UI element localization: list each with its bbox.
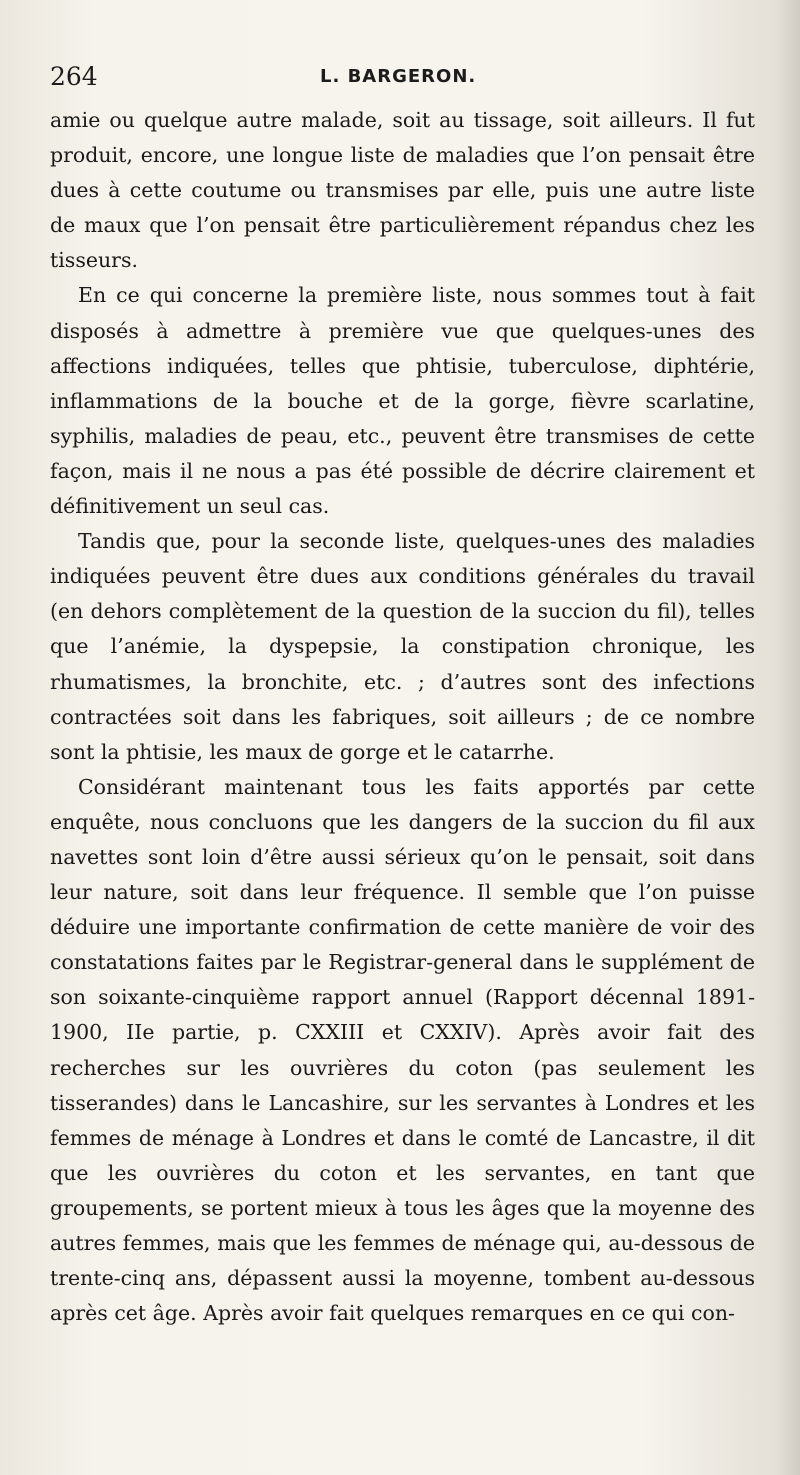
- paragraph-2: En ce qui concerne la première liste, nous sommes tout à fait disposés à admettre à première vue que quelques-unes des affections indiquées, telles que phtisie, tuberculose, diphtérie, inflammations de la bouche et de la gorge, fièvre scarlatine, syphilis, maladies de peau, etc., peuvent être transmises de cette façon, mais il ne nous a pas été possible de décrire clairement et définitivement un seul cas.: [50, 283, 755, 519]
- paragraph-1: amie ou quelque autre malade, soit au tissage, soit ailleurs. Il fut produit, encore, une longue liste de maladies que l’on pensait être dues à cette coutume ou transmises par elle, puis une autre liste de maux que l’on pensait être particulièrement répandus chez les tisseurs.: [50, 108, 755, 273]
- page-header: [50, 62, 750, 102]
- paragraph-4: Considérant maintenant tous les faits apportés par cette enquête, nous concluons que les dangers de la succion du fil aux navettes sont loin d’être aussi sérieux qu’on le pensait, soit dans leur nature, soit dans leur fréquence. Il semble que l’on puisse déduire une importante confirmation de cette manière de voir des constatations faites par le Registrar-general dans le supplément de son soixante-cinquième rapport annuel (Rapport décennal 1891-1900, IIe partie, p. CXXIII et CXXIV). Après avoir fait des recherches sur les ouvrières du coton (pas seulement les tisserandes) dans le Lancashire, sur les servantes à Londres et les femmes de ménage à Londres et dans le comté de Lancastre, il dit que les ouvrières du coton et les servantes, en tant que groupements, se portent mieux à tous les âges que la moyenne des autres femmes, mais que les femmes de ménage qui, au-dessous de trente-cinq ans, dépassent aussi la moyenne, tombent au-dessous après cet âge. Après avoir fait quelques remarques en ce qui con-: [50, 774, 755, 1326]
- paragraph-3: Tandis que, pour la seconde liste, quelques-unes des maladies indiquées peuvent être dues aux conditions générales du travail (en dehors complètement de la question de la succion du fil), telles que l’anémie, la dyspepsie, la constipation chronique, les rhumatismes, la bronchite, etc. ; d’autres sont des infections contractées soit dans les fabriques, soit ailleurs ; de ce nombre sont la phtisie, les maux de gorge et le catarrhe.: [50, 529, 755, 764]
- running-head: L. BARGERON.: [320, 66, 477, 87]
- page-number: 264: [50, 62, 98, 91]
- body-text: [50, 103, 755, 1331]
